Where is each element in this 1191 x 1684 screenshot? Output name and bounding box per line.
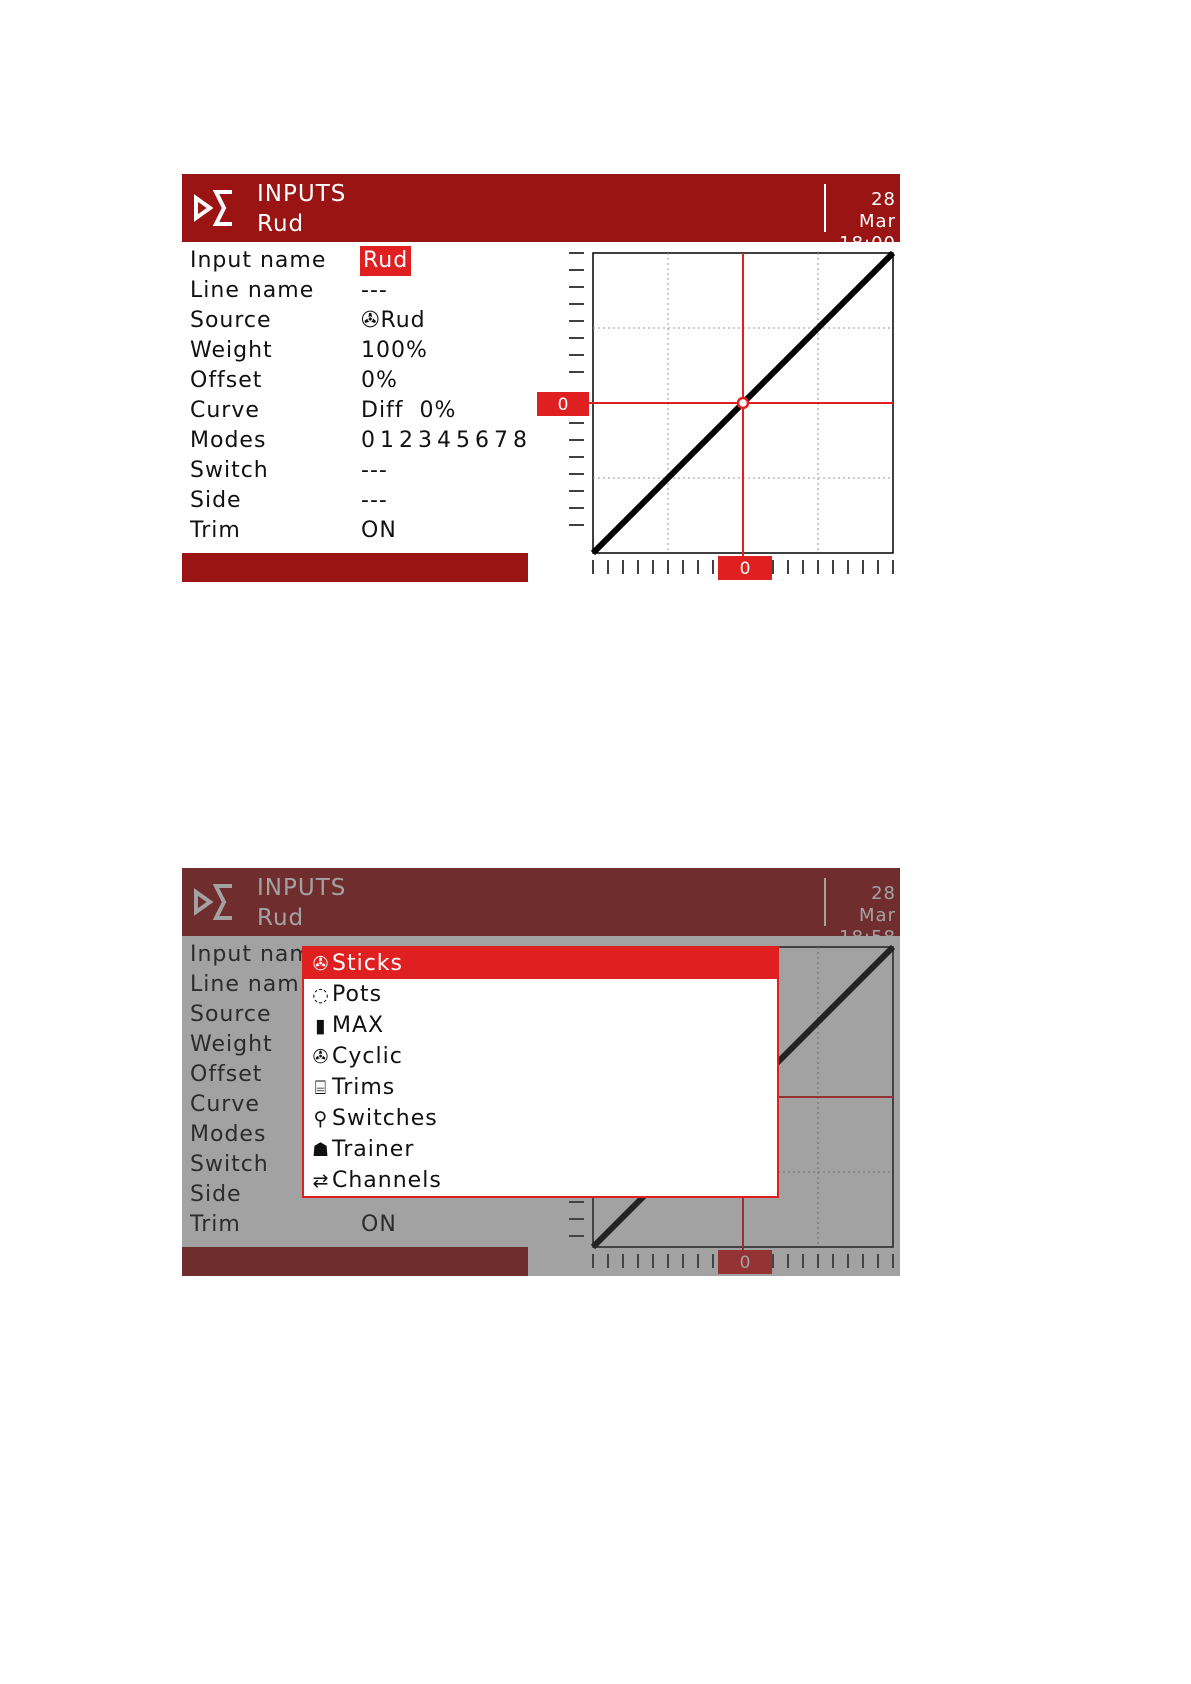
field-value[interactable]: Diff 0% [361,398,457,423]
field-label: Curve [190,398,260,423]
field-value[interactable]: --- [361,458,388,483]
field-label: Weight [190,338,273,363]
menu-item-cyclic[interactable] [304,1041,777,1072]
field-value[interactable]: 0% [361,368,398,393]
channels-icon: ⇄ [312,1170,330,1192]
time-label: 18:00 [839,233,896,254]
menu-item-max[interactable] [304,1010,777,1041]
field-value[interactable]: Rud [360,246,411,276]
trims-icon: ⌸ [314,1077,328,1099]
menu-item-trainer[interactable] [304,1134,777,1165]
title-main: INPUTS [257,181,347,207]
y-ticks [569,253,584,525]
source-menu-popup [302,946,779,1198]
field-value[interactable]: ON [361,518,397,543]
field-value[interactable]: --- [361,278,388,303]
title-sub: Rud [257,211,305,237]
menu-item-label: Channels [332,1168,442,1193]
field-label: Offset [190,368,263,393]
menu-item-switches[interactable] [304,1103,777,1134]
menu-item-label: MAX [332,1013,385,1038]
menu-item-label: Switches [332,1106,438,1131]
switches-icon: ⚲ [313,1108,329,1130]
field-label: Side [190,488,242,513]
field-value[interactable]: 100% [361,338,428,363]
menu-item-trims[interactable] [304,1072,777,1103]
menu-item-channels[interactable] [304,1165,777,1196]
stick-icon: ✇ [361,308,381,333]
x-marker-label: 0 [739,559,751,579]
cyclic-icon: ✇ [312,1046,330,1068]
field-label: Input name [190,248,327,273]
curve-point [738,398,748,408]
trainer-icon: ☗ [311,1139,331,1161]
menu-item-sticks[interactable] [304,948,777,979]
field-label: Switch [190,458,269,483]
inputs-screen-main [182,174,900,582]
field-label: Trim [190,518,241,543]
field-label: Line name [190,278,315,303]
y-marker-label: 0 [557,395,569,415]
stick-icon: ✇ [312,953,330,975]
menu-item-label: Trims [332,1075,396,1100]
curve-graph [182,174,900,582]
menu-item-pots[interactable] [304,979,777,1010]
menu-item-label: Sticks [332,951,404,976]
max-icon: ▮ [315,1015,327,1037]
menu-item-label: Trainer [332,1137,415,1162]
inputs-screen-source-popup [182,868,900,1276]
field-value[interactable]: 012345678 [361,428,532,453]
date-label: 28 Mar [859,189,896,232]
menu-item-label: Cyclic [332,1044,403,1069]
field-value: Rud [380,308,426,333]
field-value[interactable]: --- [361,488,388,513]
pot-icon: ◌ [312,984,330,1006]
field-label: Source [190,308,272,333]
menu-item-label: Pots [332,982,383,1007]
field-label: Modes [190,428,267,453]
